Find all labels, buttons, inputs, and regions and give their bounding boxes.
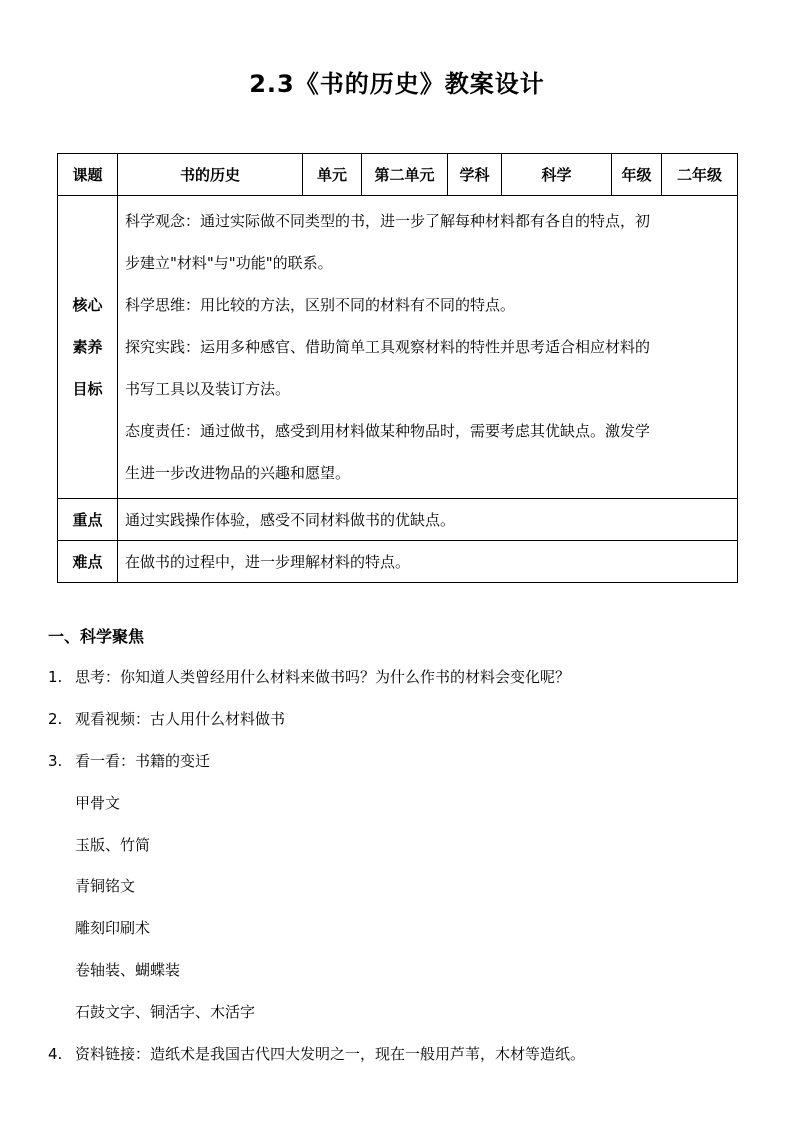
list-item: 4. 资料链接：造纸术是我国古代四大发明之一，现在一般用芦苇，木材等造纸。: [48, 1045, 586, 1063]
section-heading: 一、科学聚焦: [48, 627, 145, 646]
lesson-info-table: [57, 153, 738, 583]
subject-label: 学科: [448, 154, 502, 196]
book-history-item: 石鼓文字、铜活字、木活字: [75, 1003, 256, 1021]
list-item: 3. 看一看：书籍的变迁: [48, 752, 211, 770]
page-title: 2.3《书的历史》教案设计: [249, 70, 545, 98]
list-item: 2. 观看视频：古人用什么材料做书: [48, 710, 286, 728]
book-history-item: 卷轴装、蝴蝶装: [75, 961, 181, 979]
grade-label: 年级: [612, 154, 662, 196]
key-point-text: 通过实践操作体验，感受不同材料做书的优缺点。: [118, 499, 738, 541]
key-point-label: 重点: [58, 499, 118, 541]
book-history-item: 雕刻印刷术: [75, 919, 151, 937]
grade-value: 二年级: [662, 154, 738, 196]
table-header-row: [58, 154, 738, 196]
list-item: 1. 思考：你知道人类曾经用什么材料来做书吗？为什么作书的材料会变化呢？: [48, 668, 571, 686]
core-goal-line: 科学观念：通过实际做不同类型的书，进一步了解每种材料都有各自的特点，初: [125, 212, 651, 230]
key-point-row: [58, 499, 738, 541]
topic-label: 课题: [58, 154, 118, 196]
core-goals-label: 核心 素养 目标: [58, 196, 118, 499]
core-goal-line: 科学思维：用比较的方法，区别不同的材料有不同的特点。: [125, 296, 516, 314]
difficult-point-label: 难点: [58, 541, 118, 583]
subject-value: 科学: [502, 154, 612, 196]
book-history-item: 甲骨文: [75, 794, 121, 812]
core-goal-line: 书写工具以及装订方法。: [125, 380, 291, 398]
core-goal-line: 探究实践：运用多种感官、借助简单工具观察材料的特性并思考适合相应材料的: [125, 338, 651, 356]
unit-label: 单元: [303, 154, 362, 196]
unit-value: 第二单元: [362, 154, 448, 196]
core-goals-content: [118, 196, 738, 499]
topic-value: 书的历史: [118, 154, 303, 196]
book-history-item: 玉版、竹简: [75, 836, 151, 854]
difficult-point-text: 在做书的过程中，进一步理解材料的特点。: [118, 541, 738, 583]
core-goal-line: 生进一步改进物品的兴趣和愿望。: [125, 464, 351, 482]
core-goal-line: 步建立"材料"与"功能"的联系。: [125, 254, 333, 272]
core-goals-row: [58, 196, 738, 499]
book-history-item: 青铜铭文: [75, 877, 136, 895]
core-goal-line: 态度责任：通过做书，感受到用材料做某种物品时，需要考虑其优缺点。激发学: [125, 422, 651, 440]
difficult-point-row: [58, 541, 738, 583]
